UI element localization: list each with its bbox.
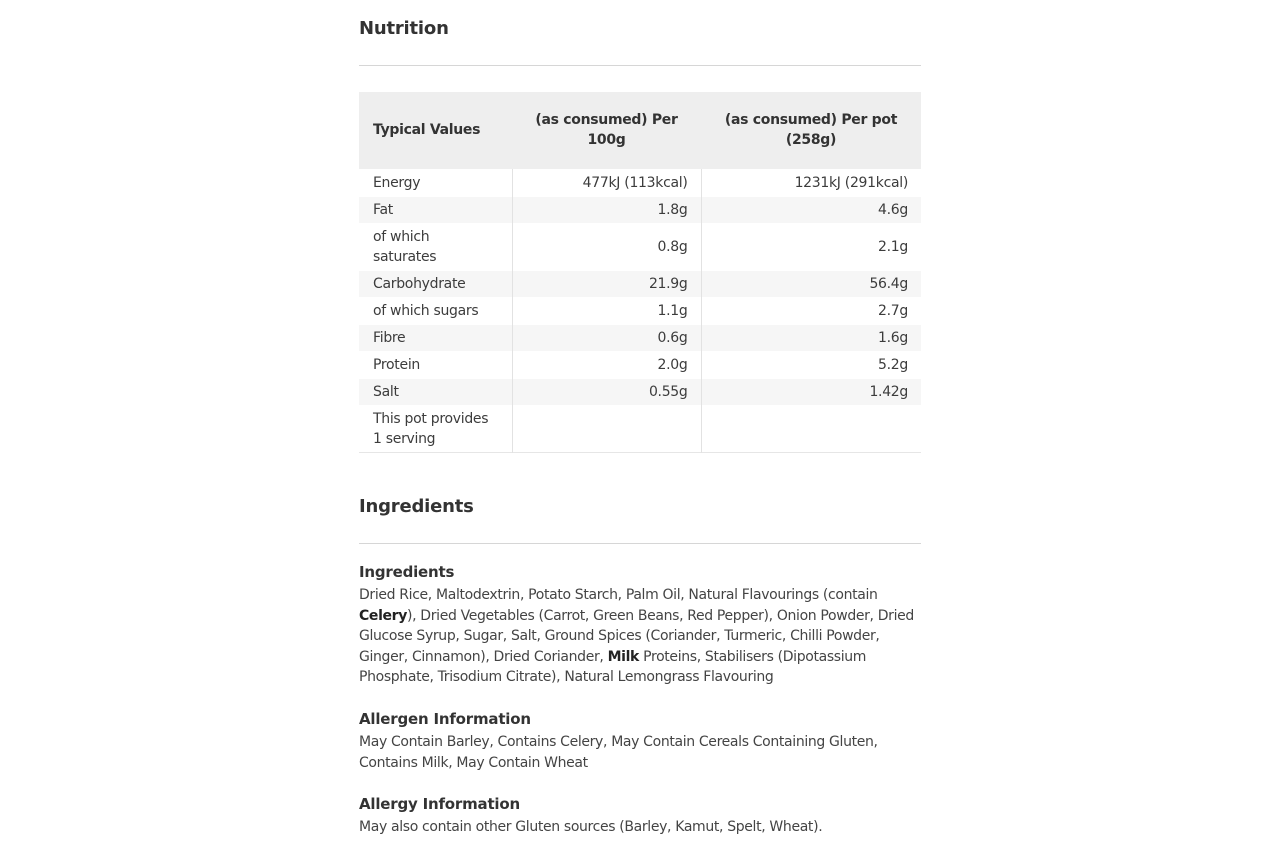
header-typical-values: Typical Values — [359, 92, 512, 169]
row-label: Carbohydrate — [359, 270, 512, 297]
allergy-block — [359, 794, 921, 838]
ingredients-text — [359, 585, 921, 688]
row-per-100g — [512, 405, 701, 452]
row-label: Protein — [359, 351, 512, 378]
row-per-pot: 4.6g — [701, 196, 921, 223]
row-per-100g: 1.8g — [512, 196, 701, 223]
table-row — [359, 405, 921, 452]
row-per-pot: 1.6g — [701, 324, 921, 351]
row-label: This pot provides 1 serving — [359, 405, 512, 452]
row-per-100g: 21.9g — [512, 270, 701, 297]
row-per-pot: 2.7g — [701, 297, 921, 324]
allergen-milk: Milk — [607, 648, 640, 665]
ingredients-heading: Ingredients — [359, 563, 455, 581]
row-label: Fibre — [359, 324, 512, 351]
row-label: Fat — [359, 196, 512, 223]
allergen-heading: Allergen Information — [359, 710, 531, 728]
table-row — [359, 351, 921, 378]
row-per-pot — [701, 405, 921, 452]
nutrition-table — [359, 92, 921, 453]
nutrition-title: Nutrition — [359, 18, 449, 39]
header-per-100g: (as consumed) Per 100g — [512, 92, 701, 169]
allergen-celery: Celery — [359, 607, 407, 624]
nutrition-table-header-row — [359, 92, 921, 169]
table-row — [359, 297, 921, 324]
row-per-100g: 0.6g — [512, 324, 701, 351]
table-row — [359, 223, 921, 270]
allergen-text: May Contain Barley, Contains Celery, May Contain Cereals Containing Gluten, Contains Milk, May Contain Wheat — [359, 734, 878, 771]
nutrition-divider — [359, 65, 921, 66]
allergy-heading: Allergy Information — [359, 795, 520, 813]
allergy-text: May also contain other Gluten sources (Barley, Kamut, Spelt, Wheat). — [359, 819, 823, 835]
table-row — [359, 196, 921, 223]
table-row — [359, 169, 921, 196]
allergen-block — [359, 709, 921, 773]
row-label: of which saturates — [359, 223, 512, 270]
row-per-100g: 1.1g — [512, 297, 701, 324]
table-row — [359, 378, 921, 405]
row-per-100g: 477kJ (113kcal) — [512, 169, 701, 196]
ingredients-divider — [359, 543, 921, 544]
table-row — [359, 270, 921, 297]
row-label: of which sugars — [359, 297, 512, 324]
row-label: Energy — [359, 169, 512, 196]
row-per-100g: 0.8g — [512, 223, 701, 270]
row-label: Salt — [359, 378, 512, 405]
row-per-100g: 2.0g — [512, 351, 701, 378]
row-per-pot: 2.1g — [701, 223, 921, 270]
row-per-pot: 1231kJ (291kcal) — [701, 169, 921, 196]
row-per-pot: 1.42g — [701, 378, 921, 405]
ingredients-text-part: Dried Rice, Maltodextrin, Potato Starch, Palm Oil, Natural Flavourings (contain — [359, 587, 878, 603]
row-per-pot: 56.4g — [701, 270, 921, 297]
row-per-100g: 0.55g — [512, 378, 701, 405]
header-per-pot: (as consumed) Per pot (258g) — [701, 92, 921, 169]
row-per-pot: 5.2g — [701, 351, 921, 378]
table-row — [359, 324, 921, 351]
ingredients-title: Ingredients — [359, 496, 474, 517]
ingredients-text-part: ), Dried Vegetables (Carrot, Green Beans, Red Pepper), Onion Powder, Dried Glucose Syrup, Sugar, Salt, Ground Spices (Coriander, Turmeric, Chilli Powder, Ginger, Cinnamon), Dried Coriander, — [359, 607, 914, 665]
ingredients-text-part: Proteins, Stabilisers (Dipotassium Phosphate, Trisodium Citrate), Natural Lemongrass Flavouring — [359, 648, 867, 686]
ingredients-block — [359, 562, 921, 688]
